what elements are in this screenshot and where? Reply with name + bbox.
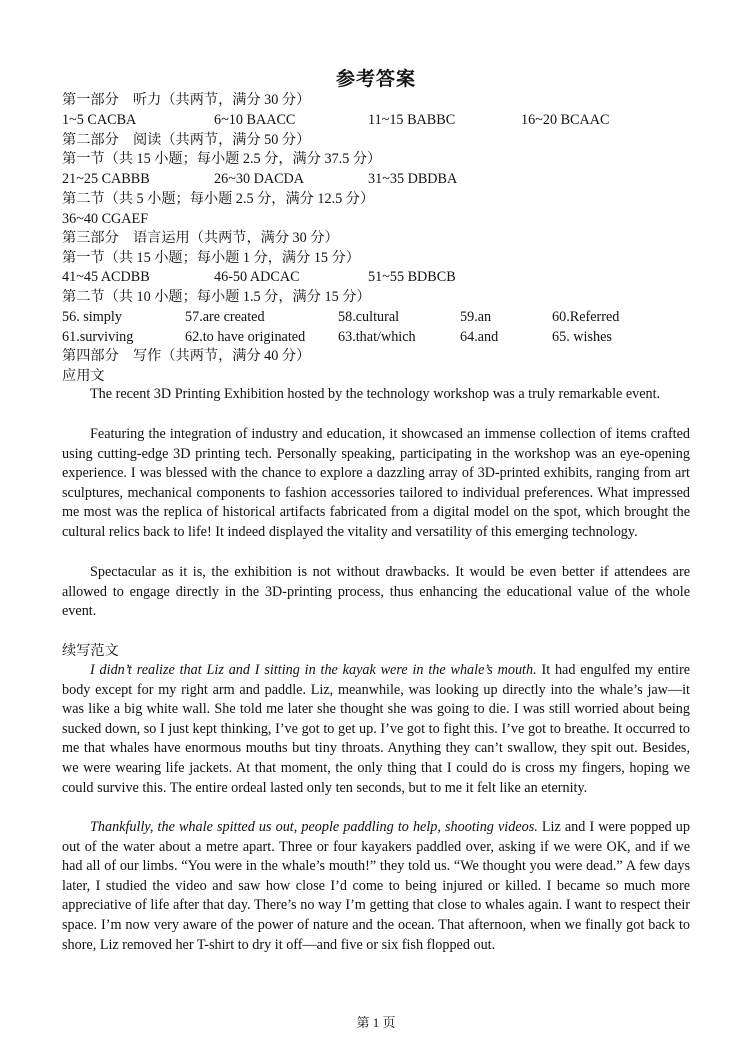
answer-group: 36~40 CGAEF bbox=[62, 211, 149, 227]
applied-paragraph: Spectacular as it is, the exhibition is not without drawbacks. It would be even better if attendees are allowed to engage directly in the 3D-printing process, thus enhancing the educational value of the whole event. bbox=[62, 564, 690, 620]
answer-group: 46-50 ADCAC bbox=[214, 269, 300, 285]
answer-group: 41~45 ACDBB bbox=[62, 269, 150, 285]
part2-section1-heading: 第一节（共 15 小题；每小题 2.5 分，满分 37.5 分） bbox=[62, 151, 382, 167]
part3-heading: 第三部分 语言运用（共两节，满分 30 分） bbox=[62, 230, 339, 246]
answer-group: 31~35 DBDBA bbox=[368, 171, 458, 187]
part3-section1-heading: 第一节（共 15 小题；每小题 1 分，满分 15 分） bbox=[62, 250, 360, 266]
continuation-paragraph bbox=[62, 818, 690, 955]
part3-section2-heading: 第二节（共 10 小题；每小题 1.5 分，满分 15 分） bbox=[62, 289, 371, 305]
answer-group: 6~10 BAACC bbox=[214, 112, 296, 128]
answer-item: 56. simply bbox=[62, 309, 122, 325]
page-title: 参考答案 bbox=[335, 69, 416, 90]
answer-item: 64.and bbox=[460, 329, 499, 345]
answer-item: 65. wishes bbox=[552, 329, 612, 345]
part2-heading: 第二部分 阅读（共两节，满分 50 分） bbox=[62, 132, 311, 148]
part1-heading: 第一部分 听力（共两节，满分 30 分） bbox=[62, 92, 311, 108]
continuation-lead-sentence: Thankfully, the whale spitted us out, people paddling to help, shooting videos. bbox=[90, 819, 538, 835]
answer-item: 62.to have originated bbox=[185, 329, 306, 345]
answer-group: 11~15 BABBC bbox=[368, 112, 456, 128]
continuation-lead-sentence: I didn’t realize that Liz and I sitting in the kayak were in the whale’s mouth. bbox=[90, 662, 537, 678]
answer-group: 1~5 CACBA bbox=[62, 112, 137, 128]
answer-group: 51~55 BDBCB bbox=[368, 269, 456, 285]
answer-group: 26~30 DACDA bbox=[214, 171, 305, 187]
page-number: 第 1 页 bbox=[356, 1015, 396, 1030]
applied-paragraph: Featuring the integration of industry and education, it showcased an immense collection of items crafted using cutting-edge 3D printing tech. Personally speaking, participating in the workshop was an eye-opening experience. I was blessed with the chance to explore a dazzling array of 3D-printed exhibits, ranging from art sculptures, mechanical components to fashion accessories tailored to individual preferences. What impressed me most was the replica of historical artifacts fabricated from a digital model on the spot, which brought the cultural relics back to life! It indeed displayed the vitality and versatility of this emerging technology. bbox=[62, 426, 690, 540]
applied-writing-heading: 应用文 bbox=[62, 368, 105, 384]
applied-paragraph: The recent 3D Printing Exhibition hosted by the technology workshop was a truly remarkable event. bbox=[90, 386, 661, 402]
answer-item: 63.that/which bbox=[338, 329, 416, 345]
continuation-paragraph bbox=[62, 661, 690, 798]
continuation-heading: 续写范文 bbox=[62, 643, 119, 659]
answer-group: 21~25 CABBB bbox=[62, 171, 150, 187]
answer-item: 57.are created bbox=[185, 309, 265, 325]
continuation-body: Liz and I were popped up out of the water about a metre apart. Three or four kayakers paddled over, asking if we were OK, and if we had all of our limbs. “You were in the whale’s mouth!” they told us. “We thought you were dead.” A few days later, I studied the video and saw how close I’d come to being injured or killed. I became so much more appreciative of life after that day. There’s no way I’m getting that close to whales again. I want to respect their space. I’m now very aware of the power of nature and the ocean. That afternoon, when we finally got back to shore, Liz removed her T-shirt to dry it off—and five or six fish flopped out. bbox=[62, 819, 690, 953]
answer-group: 16~20 BCAAC bbox=[521, 112, 610, 128]
answer-item: 58.cultural bbox=[338, 309, 400, 325]
answer-item: 60.Referred bbox=[552, 309, 620, 325]
answer-item: 59.an bbox=[460, 309, 492, 325]
continuation-body: It had engulfed my entire body except for my right arm and paddle. Liz, meanwhile, was looking up directly into the whale’s jaw—it was like a big white wall. She told me later she thought she was going to die. I was still worried about being sucked down, so I just kept thinking, I’ve got to get up. I’ve got to fight this. I’ve got to breathe. It occurred to me that whales have enormous mouths but tiny throats. Anything they can’t swallow, they spit out. Besides, we were wearing life jackets. At that moment, the only thing that I could do is cross my fingers, hoping we could survive this. The entire ordeal lasted only ten seconds, but to me it felt like an eternity. bbox=[62, 662, 690, 796]
part2-section2-heading: 第二节（共 5 小题；每小题 2.5 分，满分 12.5 分） bbox=[62, 191, 375, 207]
part4-heading: 第四部分 写作（共两节，满分 40 分） bbox=[62, 348, 311, 364]
answer-item: 61.surviving bbox=[62, 329, 134, 345]
